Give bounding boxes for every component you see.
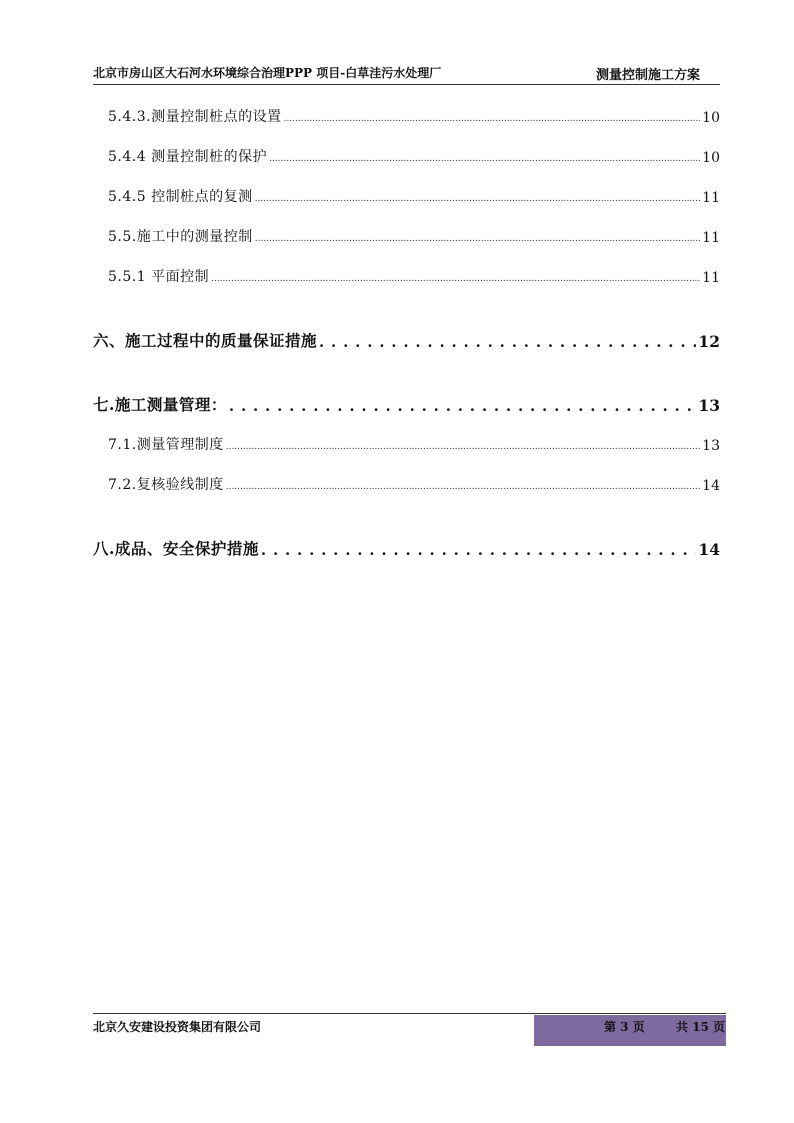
toc-leader-dots <box>255 226 700 246</box>
header-document-title: 测量控制施工方案 <box>595 68 700 83</box>
toc-leader-dots <box>226 434 700 454</box>
footer-page-box <box>534 1015 726 1046</box>
toc-entry[interactable] <box>108 434 720 454</box>
toc-leader-dots <box>226 474 700 494</box>
toc-leader-dots <box>269 146 700 166</box>
toc-entry-label: 5.5.1 平面控制 <box>108 269 210 285</box>
toc-chapter-entry[interactable] <box>93 329 720 351</box>
toc-chapter-entry[interactable] <box>93 537 720 559</box>
footer-company: 北京久安建设投资集团有限公司 <box>93 1020 262 1034</box>
toc-chapter-label: 七.施工测量管理： <box>93 395 227 414</box>
toc-entry-page: 11 <box>702 190 720 206</box>
toc-chapter-label: 六、施工过程中的质量保证措施 <box>93 331 318 350</box>
toc-entry[interactable] <box>108 186 720 206</box>
toc-entry-label: 5.4.5 控制桩点的复测 <box>108 189 253 205</box>
toc-leader-dots <box>319 329 696 351</box>
toc-chapter-entry[interactable] <box>93 393 720 415</box>
toc-chapter-page: 12 <box>698 332 720 351</box>
toc-entry-label: 5.4.3.测量控制桩点的设置 <box>108 109 282 125</box>
toc-chapter-page: 14 <box>698 540 720 559</box>
toc-entry-page: 10 <box>702 110 720 126</box>
toc-entry-label: 5.4.4 测量控制桩的保护 <box>108 149 268 165</box>
toc-entry[interactable] <box>108 146 720 166</box>
footer-page-number: 第 3 页 <box>604 1020 645 1034</box>
toc-leader-dots <box>284 106 701 126</box>
toc-entry-page: 11 <box>702 230 720 246</box>
toc-chapter-label: 八.成品、安全保护措施 <box>93 539 259 558</box>
toc-entry[interactable] <box>108 106 720 126</box>
toc-leader-dots <box>229 393 697 415</box>
toc-entry-page: 11 <box>702 270 720 286</box>
toc-entry-label: 5.5.施工中的测量控制 <box>108 229 253 245</box>
toc-entry-page: 14 <box>702 478 720 494</box>
toc-leader-dots <box>211 266 700 286</box>
toc-entry-page: 13 <box>702 438 720 454</box>
footer-total-pages: 共 15 页 <box>676 1020 726 1034</box>
toc-entry[interactable] <box>108 474 720 494</box>
toc-leader-dots <box>261 537 697 559</box>
toc-leader-dots <box>255 186 701 206</box>
toc-chapter-page: 13 <box>698 396 720 415</box>
toc-entry[interactable] <box>108 266 720 286</box>
toc-entry[interactable] <box>108 226 720 246</box>
toc-entry-label: 7.1.测量管理制度 <box>108 437 224 453</box>
toc-entry-label: 7.2.复核验线制度 <box>108 477 224 493</box>
page-header <box>93 58 720 85</box>
header-project-title: 北京市房山区大石河水环境综合治理PPP 项目-白草洼污水处理厂 <box>93 66 442 80</box>
toc-entry-page: 10 <box>702 150 720 166</box>
page-footer <box>93 1013 726 1046</box>
